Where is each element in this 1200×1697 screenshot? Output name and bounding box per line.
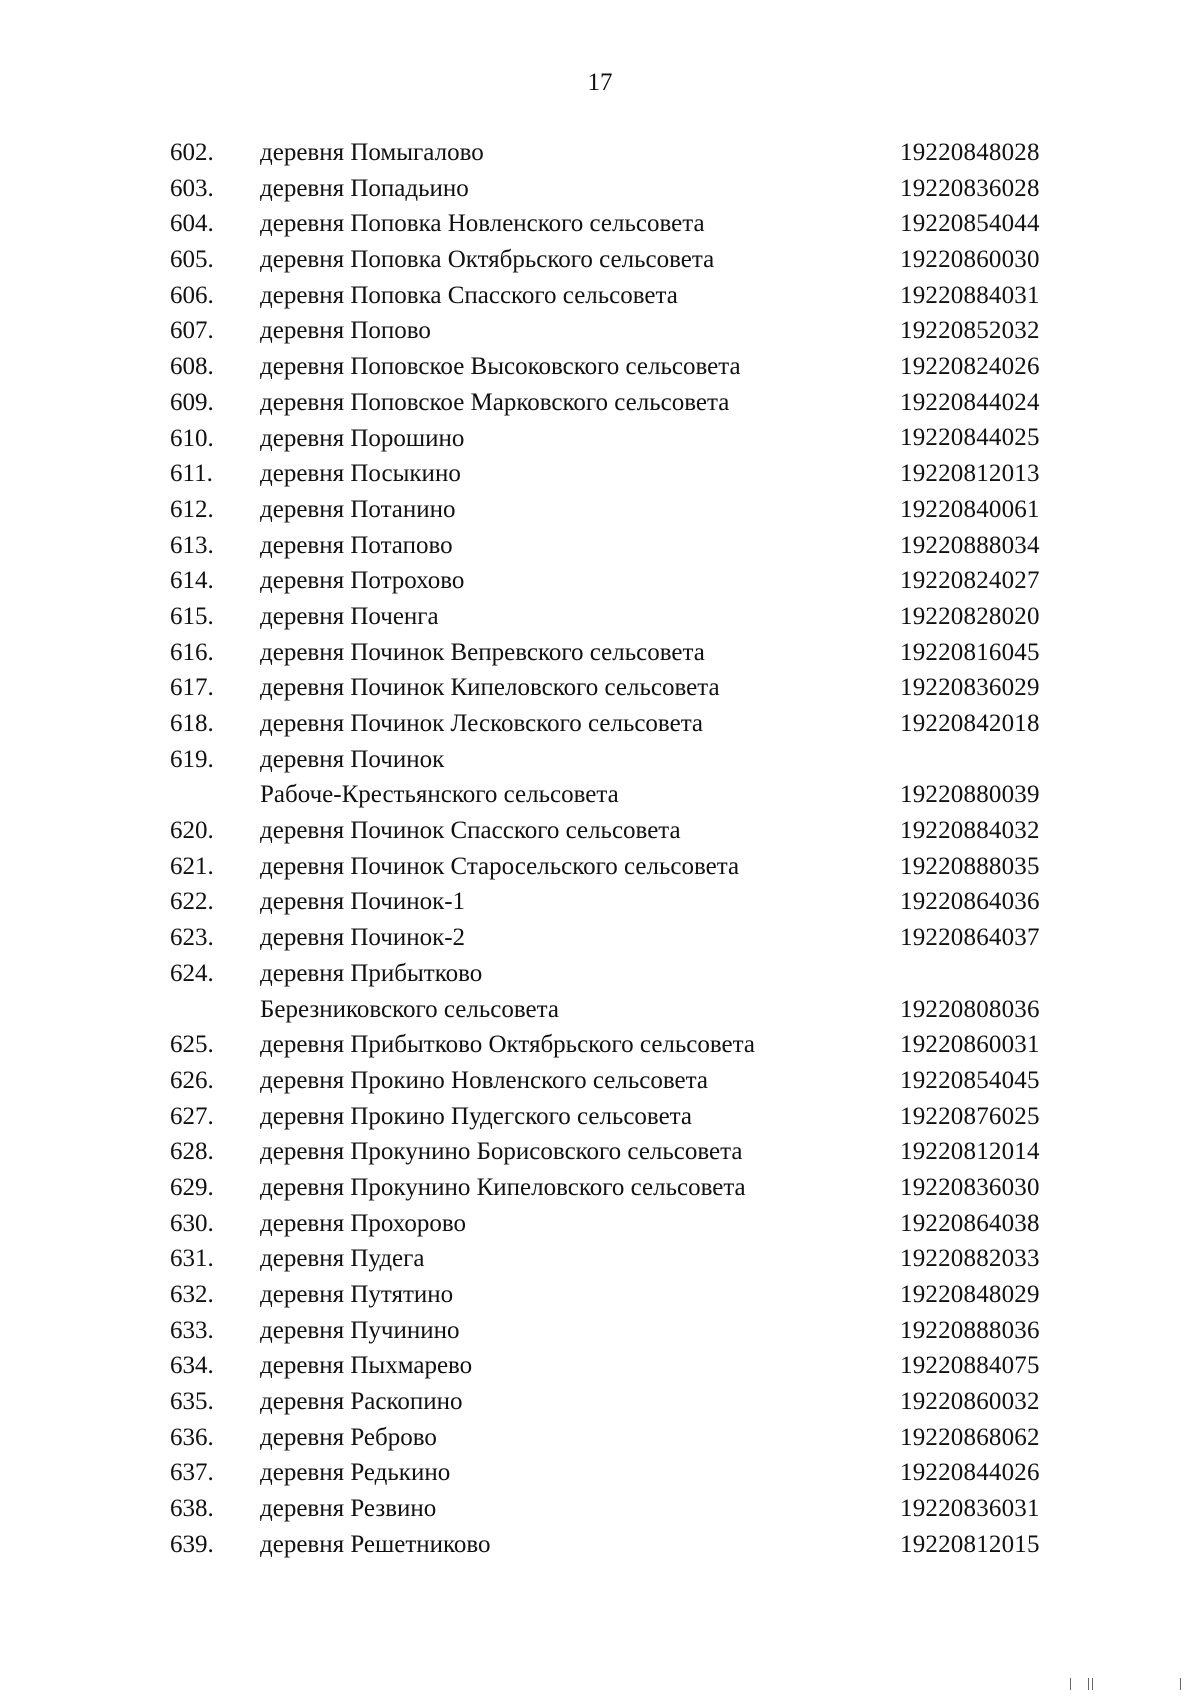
list-item xyxy=(0,456,1200,492)
settlement-name xyxy=(260,135,880,171)
oktmo-code: 19220848028 xyxy=(900,138,1040,166)
oktmo-code: 19220888034 xyxy=(900,531,1040,559)
settlement-name xyxy=(260,206,880,242)
settlement-name xyxy=(260,920,880,956)
list-item xyxy=(0,492,1200,528)
settlement-name-line: деревня Реброво xyxy=(260,1423,437,1451)
settlement-name xyxy=(260,1455,880,1491)
list-item xyxy=(0,1420,1200,1456)
settlement-name xyxy=(260,706,880,742)
oktmo-code: 19220860032 xyxy=(900,1388,1040,1416)
item-number: 630. xyxy=(170,1209,214,1237)
item-number: 638. xyxy=(170,1495,214,1523)
oktmo-code: 19220844026 xyxy=(900,1459,1040,1487)
settlement-list xyxy=(0,135,1200,1563)
settlement-name-line: деревня Прокунино Кипеловского сельсовета xyxy=(260,1173,746,1201)
oktmo-code: 19220844025 xyxy=(900,424,1040,452)
settlement-name xyxy=(260,742,880,813)
item-number: 621. xyxy=(170,852,214,880)
item-number: 636. xyxy=(170,1423,214,1451)
item-number: 617. xyxy=(170,674,214,702)
settlement-name xyxy=(260,1063,880,1099)
list-item xyxy=(0,349,1200,385)
settlement-name xyxy=(260,884,880,920)
oktmo-code: 19220854044 xyxy=(900,210,1040,238)
settlement-name xyxy=(260,599,880,635)
item-number: 606. xyxy=(170,281,214,309)
settlement-name xyxy=(260,1170,880,1206)
item-number: 608. xyxy=(170,353,214,381)
settlement-name xyxy=(260,1277,880,1313)
scan-artifact xyxy=(1050,1672,1190,1692)
list-item xyxy=(0,242,1200,278)
settlement-name-line: деревня Починок-1 xyxy=(260,888,466,916)
oktmo-code: 19220888035 xyxy=(900,852,1040,880)
item-number: 615. xyxy=(170,602,214,630)
item-number: 625. xyxy=(170,1031,214,1059)
oktmo-code: 19220848029 xyxy=(900,1281,1040,1309)
oktmo-code: 19220816045 xyxy=(900,638,1040,666)
list-item xyxy=(0,670,1200,706)
item-number: 623. xyxy=(170,924,214,952)
item-number: 607. xyxy=(170,317,214,345)
settlement-name xyxy=(260,1313,880,1349)
settlement-name xyxy=(260,1206,880,1242)
settlement-name xyxy=(260,528,880,564)
list-item xyxy=(0,813,1200,849)
settlement-name-line: деревня Поповка Спасского сельсовета xyxy=(260,281,678,309)
oktmo-code: 19220836031 xyxy=(900,1495,1040,1523)
list-item xyxy=(0,706,1200,742)
settlement-name xyxy=(260,349,880,385)
list-item xyxy=(0,528,1200,564)
list-item xyxy=(0,171,1200,207)
list-item xyxy=(0,385,1200,421)
list-item xyxy=(0,1455,1200,1491)
list-item xyxy=(0,1099,1200,1135)
oktmo-code: 19220842018 xyxy=(900,709,1040,737)
settlement-name-line: деревня Пучинино xyxy=(260,1316,460,1344)
list-item xyxy=(0,920,1200,956)
list-item xyxy=(0,599,1200,635)
settlement-name-line: деревня Потапово xyxy=(260,531,453,559)
settlement-name xyxy=(260,956,880,1027)
settlement-name-line: деревня Попово xyxy=(260,317,431,345)
settlement-name xyxy=(260,1241,880,1277)
settlement-name-line: деревня Редькино xyxy=(260,1459,451,1487)
list-item xyxy=(0,421,1200,457)
list-item xyxy=(0,1384,1200,1420)
settlement-name-line: деревня Починок Старосельского сельсовета xyxy=(260,852,740,880)
list-item xyxy=(0,849,1200,885)
settlement-name xyxy=(260,849,880,885)
item-number: 618. xyxy=(170,710,214,737)
settlement-name-line: деревня Починок Спасского сельсовета xyxy=(260,817,681,845)
settlement-name xyxy=(260,1134,880,1170)
list-item xyxy=(0,1491,1200,1527)
settlement-name-line: деревня Поповское Марковского сельсовета xyxy=(260,388,730,416)
oktmo-code: 19220888036 xyxy=(900,1316,1040,1344)
settlement-name-line: деревня Починок-2 xyxy=(260,924,466,952)
oktmo-code: 19220844024 xyxy=(900,388,1040,416)
settlement-name-line: деревня Резвино xyxy=(260,1495,437,1523)
settlement-name-line: деревня Потанино xyxy=(260,495,456,523)
oktmo-code: 19220884075 xyxy=(900,1352,1040,1380)
item-number: 613. xyxy=(170,531,214,559)
item-number: 604. xyxy=(170,210,214,238)
item-number: 611. xyxy=(170,460,213,488)
list-item xyxy=(0,956,1200,1027)
settlement-name-line: деревня Прокино Новленского сельсовета xyxy=(260,1066,708,1094)
item-number: 633. xyxy=(170,1316,214,1344)
settlement-name xyxy=(260,563,880,599)
settlement-name xyxy=(260,456,880,492)
settlement-name xyxy=(260,1099,880,1135)
list-item xyxy=(0,1241,1200,1277)
list-item xyxy=(0,1527,1200,1563)
list-item xyxy=(0,1170,1200,1206)
settlement-name-line: деревня Прокунино Борисовского сельсовета xyxy=(260,1138,743,1166)
item-number: 610. xyxy=(170,424,214,452)
list-item xyxy=(0,1134,1200,1170)
settlement-name xyxy=(260,313,880,349)
list-item xyxy=(0,742,1200,813)
settlement-name xyxy=(260,421,880,457)
settlement-name xyxy=(260,385,880,421)
page-number: 17 xyxy=(587,69,613,96)
settlement-name xyxy=(260,635,880,671)
settlement-name xyxy=(260,670,880,706)
list-item xyxy=(0,135,1200,171)
oktmo-code: 19220812013 xyxy=(900,460,1040,488)
oktmo-code: 19220836028 xyxy=(900,174,1040,202)
list-item xyxy=(0,313,1200,349)
item-number: 609. xyxy=(170,388,214,416)
settlement-name-line: деревня Раскопино xyxy=(260,1388,463,1416)
list-item xyxy=(0,884,1200,920)
item-number: 616. xyxy=(170,638,214,666)
item-number: 632. xyxy=(170,1281,214,1309)
settlement-name xyxy=(260,1491,880,1527)
oktmo-code: 19220864037 xyxy=(900,924,1040,952)
item-number: 639. xyxy=(170,1530,214,1558)
item-number: 627. xyxy=(170,1102,214,1130)
settlement-name-line: деревня Пыхмарево xyxy=(260,1352,473,1380)
oktmo-code: 19220882033 xyxy=(900,1245,1040,1273)
oktmo-code: 19220808036 xyxy=(900,995,1040,1023)
item-number: 614. xyxy=(170,567,214,595)
item-number: 634. xyxy=(170,1352,214,1380)
oktmo-code: 19220812014 xyxy=(900,1138,1040,1166)
item-number: 602. xyxy=(170,139,214,166)
item-number: 620. xyxy=(170,817,214,845)
oktmo-code: 19220824026 xyxy=(900,353,1040,381)
settlement-name-line: деревня Починок Лесковского сельсовета xyxy=(260,710,704,737)
settlement-name-line: деревня Порошино xyxy=(260,424,465,452)
item-number: 612. xyxy=(170,495,214,523)
oktmo-code: 19220884032 xyxy=(900,817,1040,845)
oktmo-code: 19220824027 xyxy=(900,567,1040,595)
list-item xyxy=(0,206,1200,242)
list-item xyxy=(0,563,1200,599)
settlement-name-line: деревня Прибытково Октябрьского сельсовета xyxy=(260,1031,755,1059)
settlement-name-line: деревня Посыкино xyxy=(260,460,461,488)
oktmo-code: 19220876025 xyxy=(900,1102,1040,1130)
oktmo-code: 19220852032 xyxy=(900,317,1040,345)
settlement-name xyxy=(260,1527,880,1563)
item-number: 629. xyxy=(170,1173,214,1201)
settlement-name-line: деревня Прохорово xyxy=(260,1209,466,1237)
settlement-name-line: деревня Поповское Высоковского сельсовета xyxy=(260,353,741,381)
settlement-name-line: деревня Попадьино xyxy=(260,174,469,202)
settlement-name-line: деревня Починок Кипеловского сельсовета xyxy=(260,674,720,702)
item-number: 628. xyxy=(170,1138,214,1166)
item-number: 624. xyxy=(170,959,214,987)
settlement-name xyxy=(260,813,880,849)
settlement-name-line: деревня Поповка Октябрьского сельсовета xyxy=(260,246,715,274)
settlement-name-line: деревня Починок xyxy=(260,745,445,773)
settlement-name-line: Рабоче-Крестьянского сельсовета xyxy=(260,781,619,809)
oktmo-code: 19220864036 xyxy=(900,888,1040,916)
settlement-name-line: деревня Решетниково xyxy=(260,1530,491,1558)
settlement-name-line: деревня Пудега xyxy=(260,1245,425,1273)
settlement-name xyxy=(260,171,880,207)
item-number: 637. xyxy=(170,1459,214,1487)
list-item xyxy=(0,635,1200,671)
settlement-name-line: деревня Потрохово xyxy=(260,567,465,595)
settlement-name-line: деревня Прокино Пудегского сельсовета xyxy=(260,1102,693,1130)
list-item xyxy=(0,278,1200,314)
oktmo-code: 19220854045 xyxy=(900,1066,1040,1094)
settlement-name xyxy=(260,1384,880,1420)
item-number: 626. xyxy=(170,1066,214,1094)
item-number: 619. xyxy=(170,745,214,773)
item-number: 635. xyxy=(170,1388,214,1416)
oktmo-code: 19220880039 xyxy=(900,781,1040,809)
list-item xyxy=(0,1206,1200,1242)
list-item xyxy=(0,1277,1200,1313)
settlement-name-line: деревня Поченга xyxy=(260,602,439,630)
settlement-name xyxy=(260,1027,880,1063)
oktmo-code: 19220860031 xyxy=(900,1031,1040,1059)
item-number: 605. xyxy=(170,246,214,274)
settlement-name-line: деревня Прибытково xyxy=(260,959,483,987)
oktmo-code: 19220868062 xyxy=(900,1423,1040,1451)
settlement-name xyxy=(260,278,880,314)
settlement-name-line: деревня Путятино xyxy=(260,1281,454,1309)
settlement-name xyxy=(260,242,880,278)
settlement-name xyxy=(260,1420,880,1456)
oktmo-code: 19220884031 xyxy=(900,281,1040,309)
list-item xyxy=(0,1313,1200,1349)
item-number: 622. xyxy=(170,888,214,916)
oktmo-code: 19220836029 xyxy=(900,674,1040,702)
list-item xyxy=(0,1063,1200,1099)
settlement-name-line: деревня Починок Вепревского сельсовета xyxy=(260,638,705,666)
list-item xyxy=(0,1027,1200,1063)
item-number: 603. xyxy=(170,174,214,202)
settlement-name-line: деревня Поповка Новленского сельсовета xyxy=(260,210,705,238)
oktmo-code: 19220836030 xyxy=(900,1173,1040,1201)
settlement-name-line: деревня Помыгалово xyxy=(260,139,484,166)
oktmo-code: 19220864038 xyxy=(900,1209,1040,1237)
settlement-name-line: Березниковского сельсовета xyxy=(260,995,559,1023)
oktmo-code: 19220840061 xyxy=(900,495,1040,523)
settlement-name xyxy=(260,492,880,528)
settlement-name xyxy=(260,1348,880,1384)
oktmo-code: 19220828020 xyxy=(900,602,1040,630)
oktmo-code: 19220812015 xyxy=(900,1530,1040,1558)
list-item xyxy=(0,1348,1200,1384)
item-number: 631. xyxy=(170,1245,214,1273)
oktmo-code: 19220860030 xyxy=(900,246,1040,274)
